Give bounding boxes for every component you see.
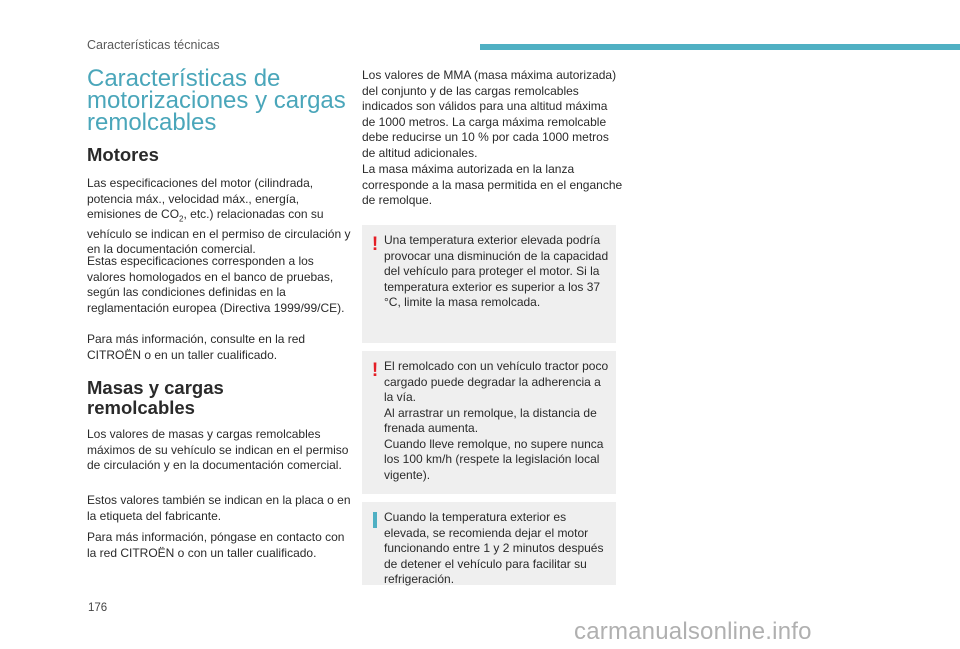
info-note-text: Cuando la temperatura exterior es elevada, se recomienda dejar el motor funcionando entre 1 y 2 minutos después de detener el vehículo para facilitar su refrigeración. xyxy=(384,510,604,586)
page-title-line: remolcables xyxy=(87,109,217,136)
motores-paragraph-1 xyxy=(87,176,352,258)
warning-note-text: Una temperatura exterior elevada podría provocar una disminución de la capacidad del vehículo para proteger el motor. Si la temperatura exterior es superior a los 37 °C, limite la masa remolcada. xyxy=(384,233,609,309)
motores-paragraph-3: Para más información, consulte en la red CITROËN o en un taller cualificado. xyxy=(87,332,306,362)
page-number: 176 xyxy=(88,602,108,614)
masas-paragraph-3: Para más información, póngase en contacto con la red CITROËN o con un taller cualificado. xyxy=(87,530,345,560)
warning-line: El remolcado con un vehículo tractor poco cargado puede degradar la adherencia a la vía. xyxy=(384,359,609,404)
page-title-line: Características de xyxy=(87,65,281,92)
warning-line: Al arrastrar un remolque, la distancia de frenada aumenta. xyxy=(384,405,597,435)
motores-heading: Motores xyxy=(87,144,159,165)
page-title xyxy=(87,65,357,136)
subscript: 2 xyxy=(179,214,184,224)
warning-note-towing xyxy=(362,351,616,494)
masas-paragraph-2: Estos valores también se indican en la placa o en la etiqueta del fabricante. xyxy=(87,493,351,523)
warning-icon: ! xyxy=(371,234,379,255)
warning-note-text xyxy=(384,359,610,483)
page-title-line: motorizaciones y cargas xyxy=(87,87,346,114)
motores-text: , etc.) relacionadas con su vehículo se indican en el permiso de circulación y en la documentación comercial. xyxy=(87,207,351,257)
lanza-paragraph: La masa máxima autorizada en la lanza corresponde a la masa permitida en el enganche de remolque. xyxy=(362,162,623,207)
section-header-title: Características técnicas xyxy=(87,38,220,52)
mma-paragraph: Los valores de MMA (masa máxima autorizada) del conjunto y de las cargas remolcables indicados son válidos para una altitud máxima de 1000 metros. La carga máxima remolcable debe reducirse un 10 % por cada 1000 metros de altitud adicionales. xyxy=(362,68,617,160)
watermark: carmanualsonline.info xyxy=(574,618,812,645)
masas-heading xyxy=(87,378,224,418)
masas-paragraph-1: Los valores de masas y cargas remolcables máximos de su vehículo se indican en el permiso de circulación y en la documentación comercial. xyxy=(87,427,349,472)
warning-line: Cuando lleve remolque, no supere nunca los 100 km/h (respete la legislación local vigente). xyxy=(384,436,604,482)
masas-heading-line: Masas y cargas xyxy=(87,377,224,398)
info-note-cooling xyxy=(362,502,616,585)
masas-heading-line: remolcables xyxy=(87,397,195,418)
info-icon xyxy=(373,512,377,528)
warning-icon: ! xyxy=(371,360,379,381)
header-accent-bar xyxy=(480,44,960,50)
motores-paragraph-2: Estas especificaciones corresponden a los valores homologados en el banco de pruebas, según las condiciones definidas en la reglamentación europea (Directiva 1999/99/CE). xyxy=(87,254,345,315)
warning-note-temperature xyxy=(362,225,616,343)
motores-text: Las especificaciones del motor (cilindrada, potencia máx., velocidad máx., energía, emisiones de CO xyxy=(87,176,314,221)
